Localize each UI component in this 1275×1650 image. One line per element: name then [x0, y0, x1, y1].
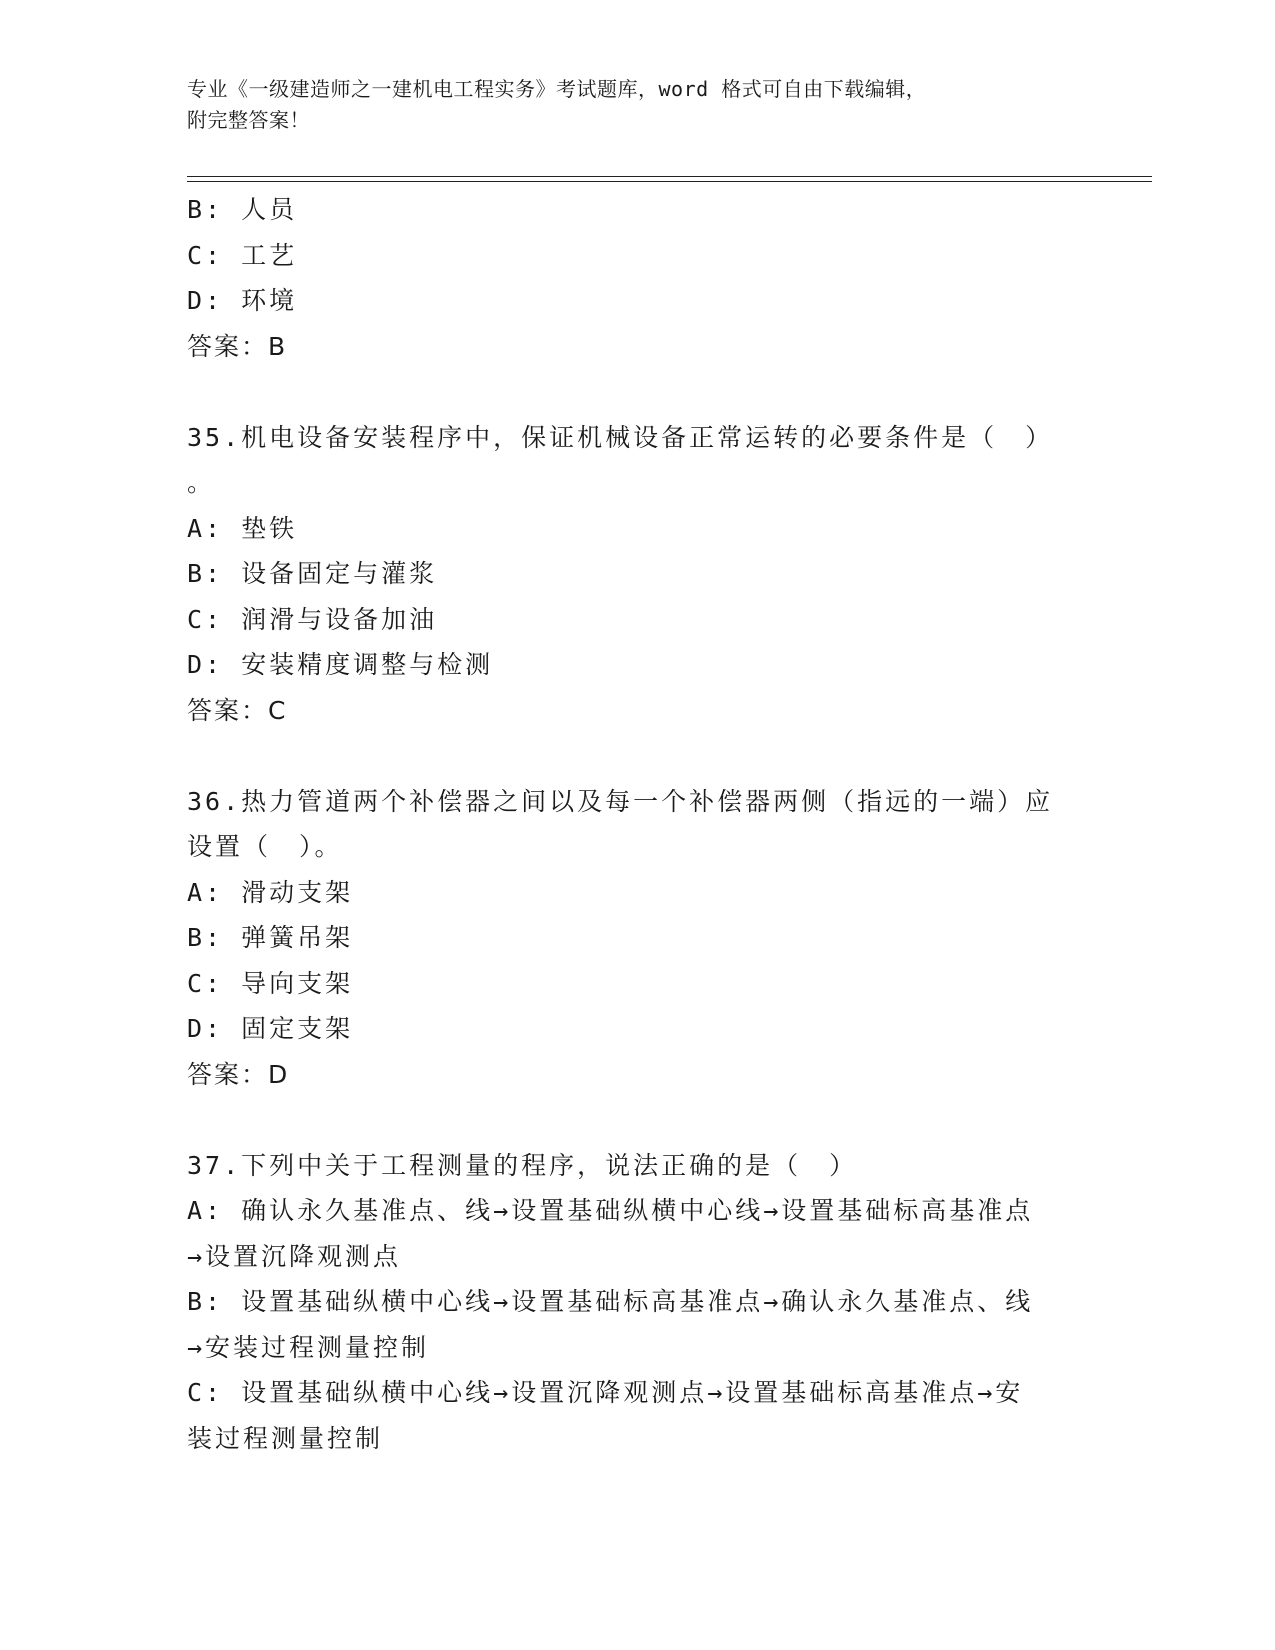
q37-stem: 37.下列中关于工程测量的程序，说法正确的是（ ）	[187, 1150, 858, 1180]
q36-stem: 36.热力管道两个补偿器之间以及每一个补偿器两侧（指远的一端）应	[187, 786, 1054, 816]
q37-option-a: A: 确认永久基准点、线→设置基础纵横中心线→设置基础标高基准点	[187, 1196, 1034, 1225]
q37-option-c-cont: 装过程测量控制	[187, 1423, 384, 1453]
prev-option-c: C: 工艺	[187, 240, 298, 270]
q35-option-a: A: 垫铁	[187, 513, 298, 543]
header-line-2: 附完整答案！	[187, 108, 310, 132]
q37-option-c: C: 设置基础纵横中心线→设置沉降观测点→设置基础标高基准点→安	[187, 1378, 1024, 1407]
q35-option-b: B: 设备固定与灌浆	[187, 559, 438, 588]
spacer	[187, 369, 1087, 415]
header-divider-bottom	[187, 181, 1152, 182]
document-header	[187, 74, 1087, 136]
q36-option-a: A: 滑动支架	[187, 877, 354, 907]
q36-stem-cont: 设置（ ）。	[187, 832, 343, 861]
spacer	[187, 733, 1087, 779]
q37-option-a-cont: →设置沉降观测点	[187, 1241, 402, 1271]
q35-option-c: C: 润滑与设备加油	[187, 604, 438, 634]
q37-option-b-cont: →安装过程测量控制	[187, 1332, 430, 1362]
header-divider-top	[187, 176, 1152, 177]
q36-answer: 答案：D	[187, 1059, 290, 1089]
q36-option-d: D: 固定支架	[187, 1014, 354, 1043]
q35-option-d: D: 安装精度调整与检测	[187, 650, 494, 679]
prev-option-d: D: 环境	[187, 286, 298, 315]
question-content	[187, 187, 1087, 1461]
q35-stem: 35.机电设备安装程序中，保证机械设备正常运转的必要条件是（ ）	[187, 422, 1054, 452]
prev-answer: 答案：B	[187, 331, 288, 361]
prev-option-b: B: 人员	[187, 195, 298, 224]
header-line-1: 专业《一级建造师之一建机电工程实务》考试题库，word 格式可自由下载编辑，	[187, 77, 927, 101]
q36-option-b: B: 弹簧吊架	[187, 923, 354, 952]
q37-option-b: B: 设置基础纵横中心线→设置基础标高基准点→确认永久基准点、线	[187, 1287, 1034, 1316]
spacer	[187, 1097, 1087, 1143]
q36-option-c: C: 导向支架	[187, 968, 354, 998]
q35-stem-cont: 。	[187, 468, 216, 497]
q35-answer: 答案：C	[187, 695, 288, 725]
